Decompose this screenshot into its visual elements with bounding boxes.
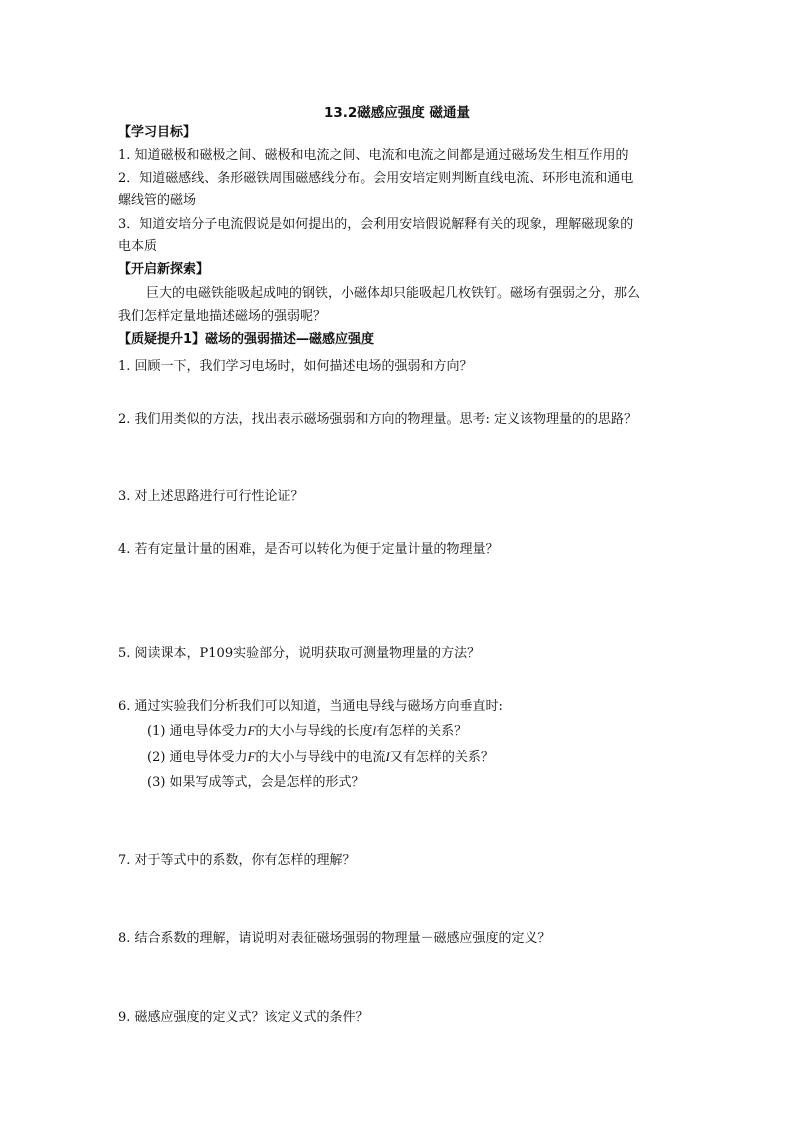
explore-paragraph-line-2: 我们怎样定量地描述磁场的强弱呢？ xyxy=(118,309,327,324)
length-variable: l xyxy=(372,723,377,738)
question-1: 1. 回顾一下，我们学习电场时，如何描述电场的强弱和方向？ xyxy=(118,359,473,374)
current-variable: I xyxy=(385,749,390,764)
objective-item-3-cont: 电本质 xyxy=(118,239,158,254)
question-9: 9. 磁感应强度的定义式？该定义式的条件？ xyxy=(118,1010,369,1025)
question-3: 3. 对上述思路进行可行性论证？ xyxy=(118,489,304,504)
objective-item-2-cont: 螺线管的磁场 xyxy=(118,193,197,208)
inquiry-heading: 【质疑提升1】磁场的强弱描述—磁感应强度 xyxy=(118,332,375,347)
explore-heading: 【开启新探索】 xyxy=(118,262,210,277)
question-6-sub-2: (2) 通电导体受力F的大小与导线中的电流I又有怎样的关系？ xyxy=(147,749,494,765)
question-8: 8. 结合系数的理解，请说明对表征磁场强弱的物理量－磁感应强度的定义？ xyxy=(118,931,551,946)
force-variable: F xyxy=(247,749,256,764)
objectives-heading: 【学习目标】 xyxy=(118,125,197,140)
question-6: 6. 通过实验我们分析我们可以知道，当通电导线与磁场方向垂直时: xyxy=(118,699,503,714)
force-variable: F xyxy=(247,723,256,738)
question-6-sub-3: (3) 如果写成等式，会是怎样的形式？ xyxy=(147,775,365,790)
question-4: 4. 若有定量计量的困难，是否可以转化为便于定量计量的物理量？ xyxy=(118,542,499,557)
objective-item-3: 3．知道安培分子电流假说是如何提出的，会利用安培假说解释有关的现象，理解磁现象的 xyxy=(118,217,634,232)
objective-item-1: 1. 知道磁极和磁极之间、磁极和电流之间、电流和电流之间都是通过磁场发生相互作用的 xyxy=(118,148,629,163)
explore-paragraph-line-1: 巨大的电磁铁能吸起成吨的钢铁，小磁体却只能吸起几枚铁钉。磁场有强弱之分，那么 xyxy=(146,286,641,301)
objective-item-2: 2．知道磁感线、条形磁铁周围磁感线分布。会用安培定则判断直线电流、环形电流和通电 xyxy=(118,171,634,186)
question-7: 7. 对于等式中的系数，你有怎样的理解？ xyxy=(118,853,356,868)
question-6-sub-1: (1) 通电导体受力F的大小与导线的长度l有怎样的关系？ xyxy=(147,723,468,739)
question-5: 5. 阅读课本，P109实验部分，说明获取可测量物理量的方法？ xyxy=(118,646,481,661)
page-title: 13.2磁感应强度 磁通量 xyxy=(323,105,470,121)
question-2: 2. 我们用类似的方法，找出表示磁场强弱和方向的物理量。思考: 定义该物理量的的思路？ xyxy=(118,412,638,427)
